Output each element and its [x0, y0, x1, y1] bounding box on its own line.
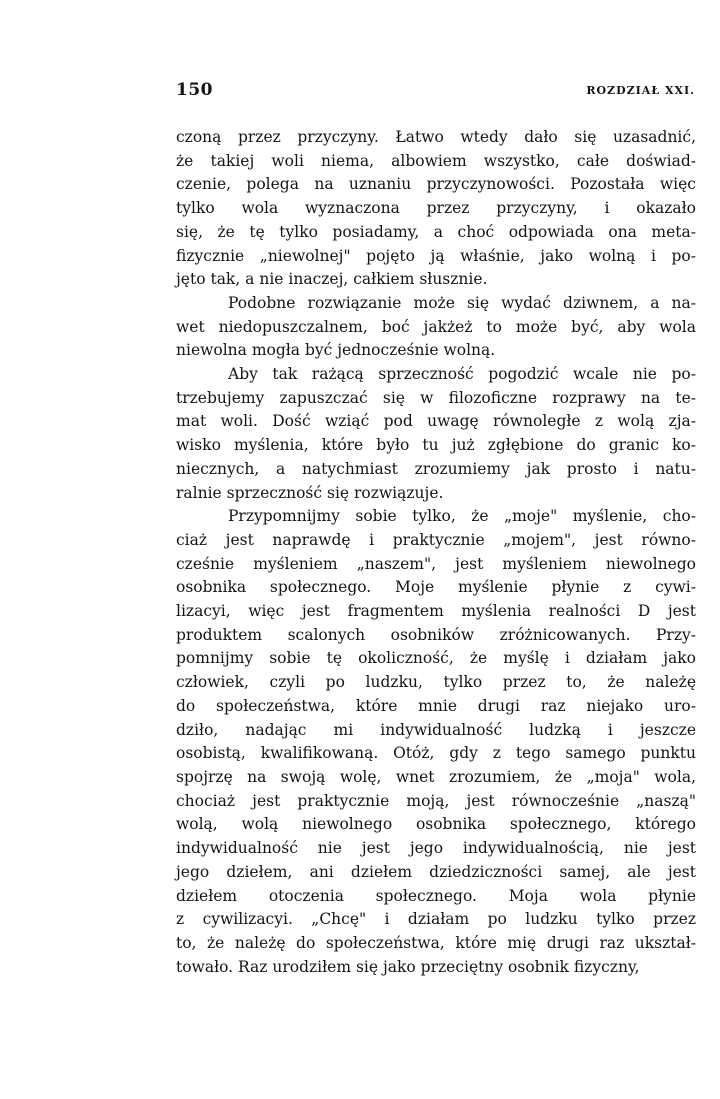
text-line: indywidualność nie jest jego indywidualnością, nie jest	[176, 839, 696, 858]
text-line: czoną przez przyczyny. Łatwo wtedy dało się uzasadnić,	[176, 128, 696, 146]
text-line: dziełem otoczenia społecznego. Moja wola płynie	[176, 886, 696, 905]
text-line: niewolna mogła być jednocześnie wolną.	[176, 341, 496, 360]
text-line: mat woli. Dość wziąć pod uwagę równoległe z wolą zja-	[176, 412, 696, 431]
text-line: do społeczeństwa, które mnie drugi raz niejako uro-	[176, 696, 696, 715]
text-line: że takiej woli niema, albowiem wszystko, całe doświad-	[176, 151, 696, 170]
text-line: osobistą, kwalifikowaną. Otóż, gdy z tego samego punktu	[176, 744, 696, 763]
text-line: wolą, wolą niewolnego osobnika społecznego, którego	[176, 815, 696, 834]
text-line: niecznych, a natychmiast zrozumiemy jak prosto i natu-	[176, 459, 696, 478]
text-line: czenie, polega na uznaniu przyczynowości. Pozostała więc	[176, 175, 696, 194]
text-line: cześnie myśleniem „naszem", jest myśleniem niewolnego	[176, 554, 696, 573]
paragraph-first-line: Aby tak rażącą sprzeczność pogodzić wcale nie po-	[228, 365, 696, 384]
text-line: osobnika społecznego. Moje myślenie płynie z cywi-	[176, 578, 696, 597]
text-line: lizacyi, więc jest fragmentem myślenia realności D jest	[176, 602, 696, 621]
text-line: człowiek, czyli po ludzku, tylko przez to, że należę	[176, 673, 696, 692]
paragraph-first-line: Podobne rozwiązanie może się wydać dziwnem, a na-	[228, 293, 696, 312]
text-line: dziło, nadając mi indywidualność ludzką i jeszcze	[176, 720, 696, 739]
text-line: wet niedopuszczalnem, boć jakżeż to może być, aby wola	[176, 317, 696, 336]
text-line: tylko wola wyznaczona przez przyczyny, i okazało	[176, 199, 696, 218]
text-line: pomnijmy sobie tę okoliczność, że myślę i działam jako	[176, 649, 696, 668]
text-line: ralnie sprzeczność się rozwiązuje.	[176, 483, 444, 502]
body-text	[176, 126, 696, 979]
text-line: wisko myślenia, które było tu już zgłębione do granic ko-	[176, 436, 696, 455]
text-line: towało. Raz urodziłem się jako przeciętny osobnik fizyczny,	[176, 957, 640, 976]
text-line: fizycznie „niewolnej" pojęto ją właśnie, jako wolną i po-	[176, 246, 696, 265]
text-line: się, że tę tylko posiadamy, a choć odpowiada ona meta-	[176, 222, 696, 241]
paragraph-first-line: Przypomnijmy sobie tylko, że „moje" myślenie, cho-	[228, 507, 696, 526]
text-line: produktem scalonych osobników zróżnicowanych. Przy-	[176, 625, 696, 644]
text-line: jego dziełem, ani dziełem dziedziczności samej, ale jest	[176, 862, 696, 881]
text-line: ciaż jest naprawdę i praktycznie „mojem", jest równo-	[176, 530, 696, 549]
text-line: spojrzę na swoją wolę, wnet zrozumiem, że „moja" wola,	[176, 767, 696, 786]
page-number: 150	[176, 80, 213, 100]
text-line: chociaż jest praktycznie moją, jest równocześnie „naszą"	[176, 791, 696, 810]
text-line: to, że należę do społeczeństwa, które mię drugi raz ukształ-	[176, 933, 696, 952]
chapter-heading: ROZDZIAŁ XXI.	[586, 84, 695, 97]
text-line: trzebujemy zapuszczać się w filozoficzne rozprawy na te-	[176, 388, 696, 407]
text-line: z cywilizacyi. „Chcę" i działam po ludzku tylko przez	[176, 910, 696, 929]
text-line: jęto tak, a nie inaczej, całkiem słusznie.	[176, 270, 488, 289]
